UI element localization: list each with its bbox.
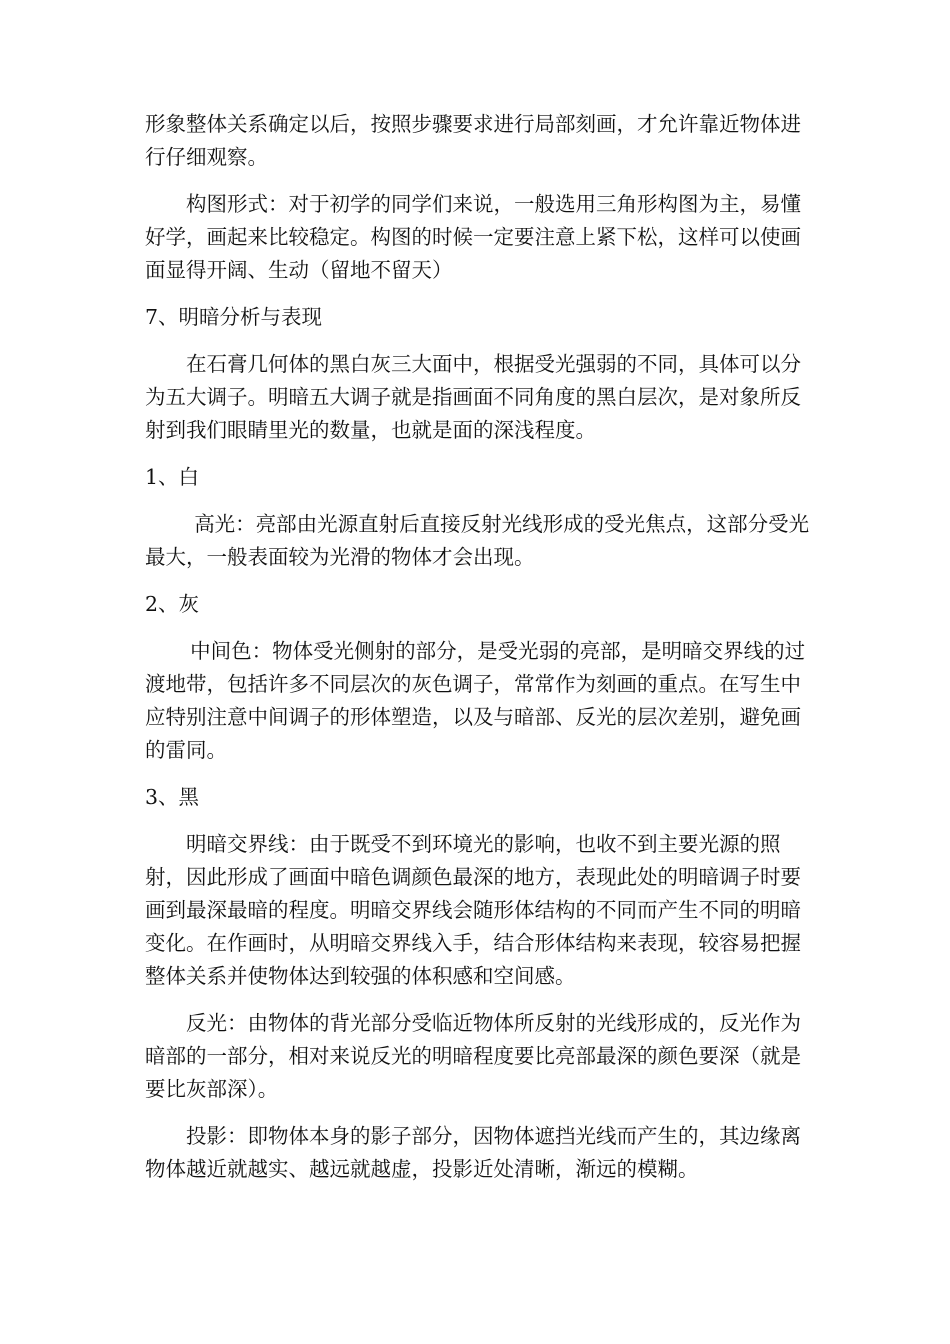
paragraph-cast-shadow: 投影：即物体本身的影子部分，因物体遮挡光线而产生的，其边缘离物体越近就越实、越远就越虚，投影近处清晰，渐远的模糊。	[145, 1124, 801, 1181]
subheading-black: 3、黑	[145, 785, 200, 809]
paragraph-terminator: 明暗交界线：由于既受不到环境光的影响，也收不到主要光源的照射，因此形成了画面中暗色调颜色最深的地方，表现此处的明暗调子时要画到最深最暗的程度。明暗交界线会随形体结构的不同而产生不同的明暗变化。在作画时，从明暗交界线入手，结合形体结构来表现，较容易把握整体关系并使物体达到较强的体积感和空间感。	[145, 832, 801, 988]
section-heading-light-dark: 7、明暗分析与表现	[145, 305, 323, 329]
paragraph-composition: 构图形式：对于初学的同学们来说，一般选用三角形构图为主，易懂好学，画起来比较稳定。构图的时候一定要注意上紧下松，这样可以使画面显得开阔、生动（留地不留天）	[145, 192, 801, 282]
paragraph-observation: 形象整体关系确定以后，按照步骤要求进行局部刻画，才允许靠近物体进行仔细观察。	[145, 112, 801, 169]
paragraph-midtone: 中间色：物体受光侧射的部分，是受光弱的亮部，是明暗交界线的过渡地带，包括许多不同层次的灰色调子，常常作为刻画的重点。在写生中应特别注意中间调子的形体塑造，以及与暗部、反光的层次差别，避免画的雷同。	[145, 639, 806, 762]
paragraph-reflected-light: 反光：由物体的背光部分受临近物体所反射的光线形成的，反光作为暗部的一部分，相对来说反光的明暗程度要比亮部最深的颜色要深（就是要比灰部深）。	[145, 1011, 801, 1101]
paragraph-highlight: 高光：亮部由光源直射后直接反射光线形成的受光焦点，这部分受光最大，一般表面较为光滑的物体才会出现。	[145, 512, 810, 569]
subheading-white: 1、白	[145, 465, 200, 489]
subheading-gray: 2、灰	[145, 592, 200, 616]
document-body	[145, 108, 810, 1186]
paragraph-five-tones: 在石膏几何体的黑白灰三大面中，根据受光强弱的不同，具体可以分为五大调子。明暗五大调子就是指画面不同角度的黑白层次，是对象所反射到我们眼睛里光的数量，也就是面的深浅程度。	[145, 352, 801, 442]
